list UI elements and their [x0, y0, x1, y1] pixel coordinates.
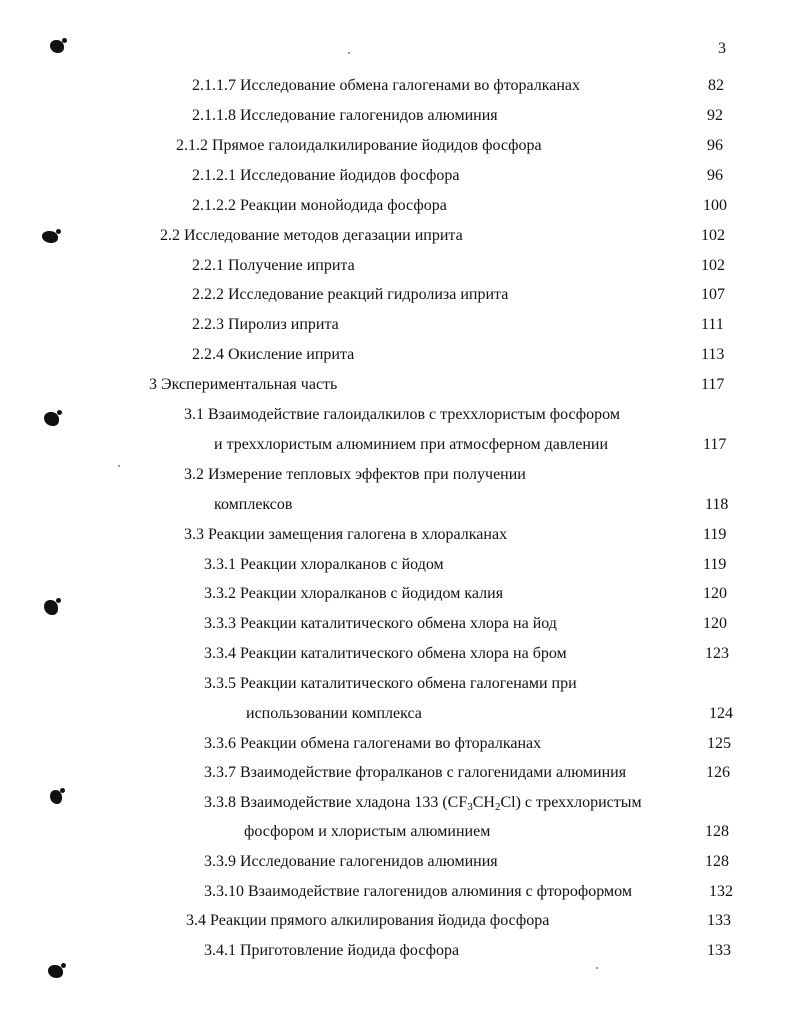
punch-mark — [44, 412, 59, 426]
toc-entry: 3 Экспериментальная часть — [149, 376, 338, 393]
toc-entry: 3.4.1 Приготовление йодида фосфора — [204, 942, 460, 959]
toc-entry: 2.1.2.2 Реакции монойодида фосфора — [192, 197, 447, 214]
toc-page-number: 123 — [705, 645, 729, 662]
toc-entry: 3.3.10 Взаимодействие галогенидов алюминия с фтороформом — [204, 883, 632, 900]
toc-entry: комплексов — [214, 496, 293, 513]
toc-entry: 2.1.1.7 Исследование обмена галогенами во фторалканах — [192, 77, 581, 94]
toc-page-number: 102 — [701, 257, 725, 274]
toc-page-number: 132 — [709, 883, 733, 900]
toc-page-number: 119 — [703, 526, 727, 543]
toc-entry: 2.2.1 Получение иприта — [192, 257, 355, 274]
toc-page-number: 113 — [701, 346, 725, 363]
toc-entry: 3.3 Реакции замещения галогена в хлоралканах — [184, 526, 508, 543]
toc-entry-text: Cl) с треххлористым — [500, 794, 642, 811]
punch-mark — [44, 600, 58, 615]
toc-entry: 2.2 Исследование методов дегазации иприта — [160, 227, 463, 244]
toc-entry: 3.1 Взаимодействие галоидалкилов с треххлористым фосфором — [184, 406, 620, 423]
toc-page-number: 117 — [703, 436, 727, 453]
toc-entry: 2.2.2 Исследование реакций гидролиза иприта — [192, 286, 509, 303]
toc-page-number: 96 — [707, 167, 723, 184]
punch-mark — [50, 790, 62, 804]
toc-entry: 3.3.2 Реакции хлоралканов с йодидом калия — [204, 585, 504, 602]
toc-page-number: 120 — [703, 585, 727, 602]
toc-page-number: 111 — [701, 316, 724, 333]
toc-entry: 3.4 Реакции прямого алкилирования йодида фосфора — [186, 912, 550, 929]
toc-entry: 3.3.9 Исследование галогенидов алюминия — [204, 853, 498, 870]
toc-entry: 3.3.5 Реакции каталитического обмена галогенами при — [204, 675, 577, 692]
toc-entry: фосфором и хлористым алюминием — [244, 823, 491, 840]
toc-page-number: 120 — [703, 615, 727, 632]
toc-page-number: 128 — [705, 823, 729, 840]
toc-page-number: 124 — [709, 705, 733, 722]
toc-entry: 2.1.2.1 Исследование йодидов фосфора — [192, 167, 460, 184]
toc-entry: 2.2.3 Пиролиз иприта — [192, 316, 339, 333]
toc-entry: использовании комплекса — [246, 705, 422, 722]
toc-entry: 3.2 Измерение тепловых эффектов при получении — [184, 466, 526, 483]
subscript: 2 — [494, 801, 501, 813]
toc-entry — [204, 794, 642, 812]
toc-page-number: 128 — [705, 853, 729, 870]
toc-entry-text: CH — [472, 794, 495, 811]
toc-page-number: 117 — [701, 376, 725, 393]
toc-page-number: 107 — [701, 286, 725, 303]
toc-page-number: 82 — [708, 77, 724, 94]
toc-page-number: 133 — [707, 912, 731, 929]
toc-page-number: 126 — [706, 764, 730, 781]
punch-mark — [42, 231, 58, 243]
toc-entry: 3.3.6 Реакции обмена галогенами во фторалканах — [204, 735, 542, 752]
punch-mark — [48, 965, 63, 978]
toc-entry: 3.3.4 Реакции каталитического обмена хлора на бром — [204, 645, 567, 662]
toc-page-number: 100 — [703, 197, 727, 214]
toc-page-number: 96 — [707, 137, 723, 154]
toc-entry: 3.3.7 Взаимодействие фторалканов с галогенидами алюминия — [204, 764, 627, 781]
toc-entry: 2.1.1.8 Исследование галогенидов алюминия — [192, 107, 498, 124]
punch-mark — [50, 40, 64, 53]
subscript: 3 — [467, 801, 473, 813]
toc-entry: 3.3.3 Реакции каталитического обмена хлора на йод — [204, 615, 557, 632]
toc-entry: и треххлористым алюминием при атмосферном давлении — [214, 436, 608, 453]
toc-entry: 3.3.1 Реакции хлоралканов с йодом — [204, 556, 444, 573]
toc-page-number: 118 — [705, 496, 729, 513]
toc-entry: 2.1.2 Прямое галоидалкилирование йодидов фосфора — [176, 137, 542, 154]
toc-page-number: 119 — [703, 556, 727, 573]
toc-page-number: 92 — [707, 107, 723, 124]
toc-page-number: 133 — [707, 942, 731, 959]
toc-entry: 2.2.4 Окисление иприта — [192, 346, 355, 363]
toc-page-number: 125 — [707, 735, 731, 752]
page-number: 3 — [718, 40, 726, 57]
toc-page-number: 102 — [701, 227, 725, 244]
toc-entry-text: 3.3.8 Взаимодействие хладона 133 (CF — [204, 794, 468, 811]
